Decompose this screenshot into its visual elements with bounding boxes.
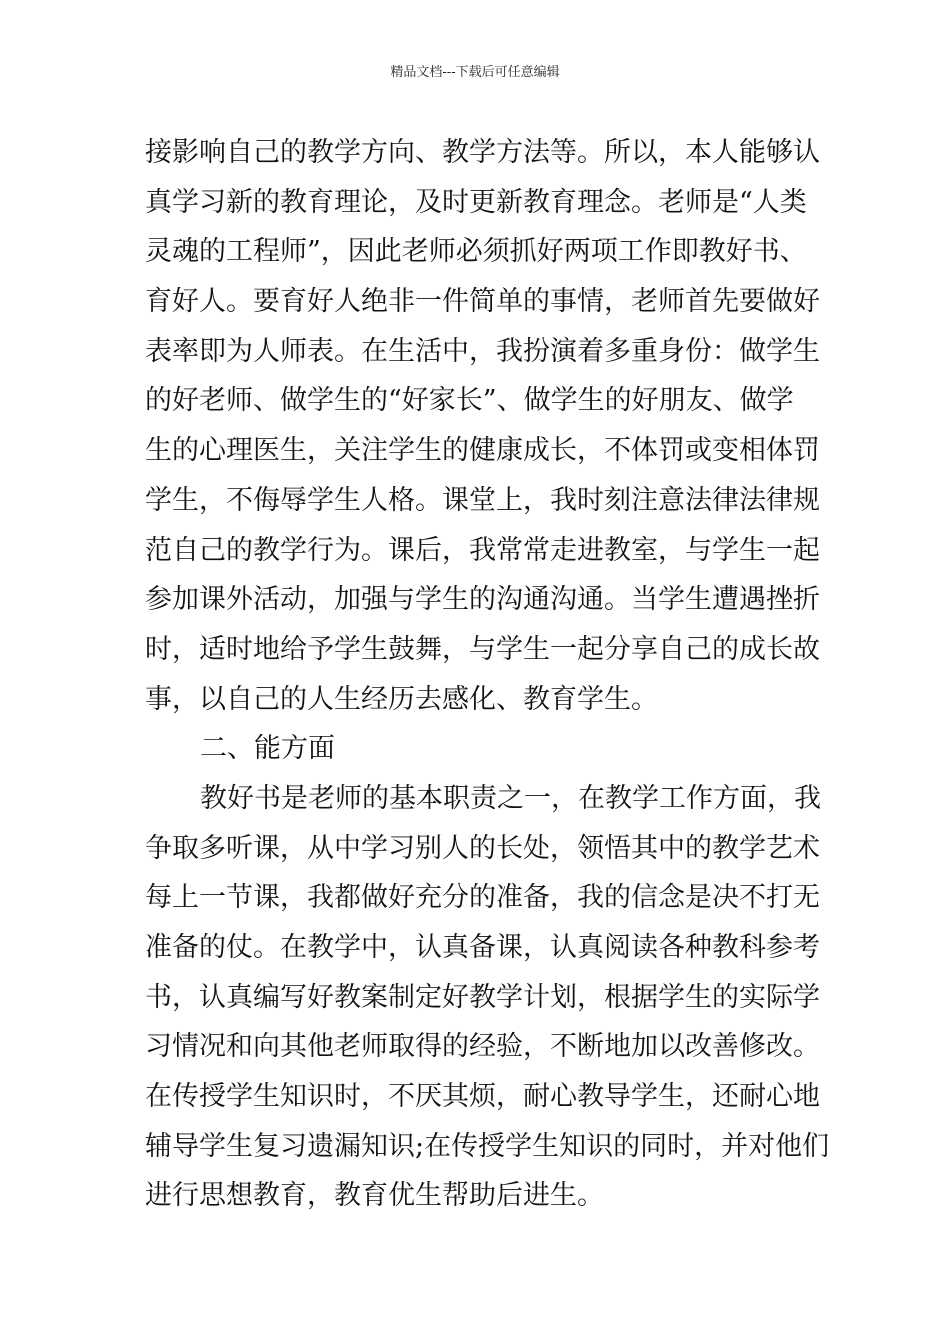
text-line: 接影响自己的教学方向、教学方法等。所以，本人能够认 <box>145 137 820 168</box>
text-line: 事，以自己的人生经历去感化、教育学生。 <box>145 683 658 715</box>
text-line: 范自己的教学行为。课后，我常常走进教室，与学生一起 <box>145 534 820 566</box>
text-line: 真学习新的教育理论，及时更新教育理念。老师是“人类 <box>145 186 807 218</box>
text-line: 辅导学生复习遗漏知识;在传授学生知识的同时，并对他们 <box>145 1130 830 1162</box>
page-header: 精品文档---下载后可任意编辑 <box>390 65 560 80</box>
text-line: 每上一节课，我都做好充分的准备，我的信念是决不打无 <box>145 882 820 914</box>
text-line: 在传授学生知识时，不厌其烦，耐心教导学生，还耐心地 <box>145 1081 820 1113</box>
text-line: 灵魂的工程师”，因此老师必须抓好两项工作即教好书、 <box>145 236 807 268</box>
text-line: 进行思想教育，教育优生帮助后进生。 <box>145 1180 604 1212</box>
text-line: 育好人。要育好人绝非一件简单的事情，老师首先要做好 <box>145 286 820 318</box>
text-line: 争取多听课，从中学习别人的长处，领悟其中的教学艺术 <box>145 832 820 864</box>
text-line: 习情况和向其他老师取得的经验，不断地加以改善修改。 <box>145 1031 820 1063</box>
text-line: 时，适时地给予学生鼓舞，与学生一起分享自己的成长故 <box>145 633 820 665</box>
document-body <box>145 128 830 1221</box>
text-line: 教好书是老师的基本职责之一，在教学工作方面，我 <box>200 782 821 814</box>
text-line: 参加课外活动，加强与学生的沟通沟通。当学生遭遇挫折 <box>145 584 820 616</box>
text-line: 表率即为人师表。在生活中，我扮演着多重身份：做学生 <box>145 335 820 367</box>
text-line: 学生，不侮辱学生人格。课堂上，我时刻注意法律法律规 <box>145 484 820 516</box>
text-line: 准备的仗。在教学中，认真备课，认真阅读各种教科参考 <box>145 932 820 963</box>
section-heading: 二、能方面 <box>200 733 335 765</box>
text-line: 生的心理医生，关注学生的健康成长，不体罚或变相体罚 <box>145 435 820 467</box>
text-line: 书，认真编写好教案制定好教学计划，根据学生的实际学 <box>145 981 820 1013</box>
text-line: 的好老师、做学生的“好家长”、做学生的好朋友、做学 <box>145 385 794 417</box>
